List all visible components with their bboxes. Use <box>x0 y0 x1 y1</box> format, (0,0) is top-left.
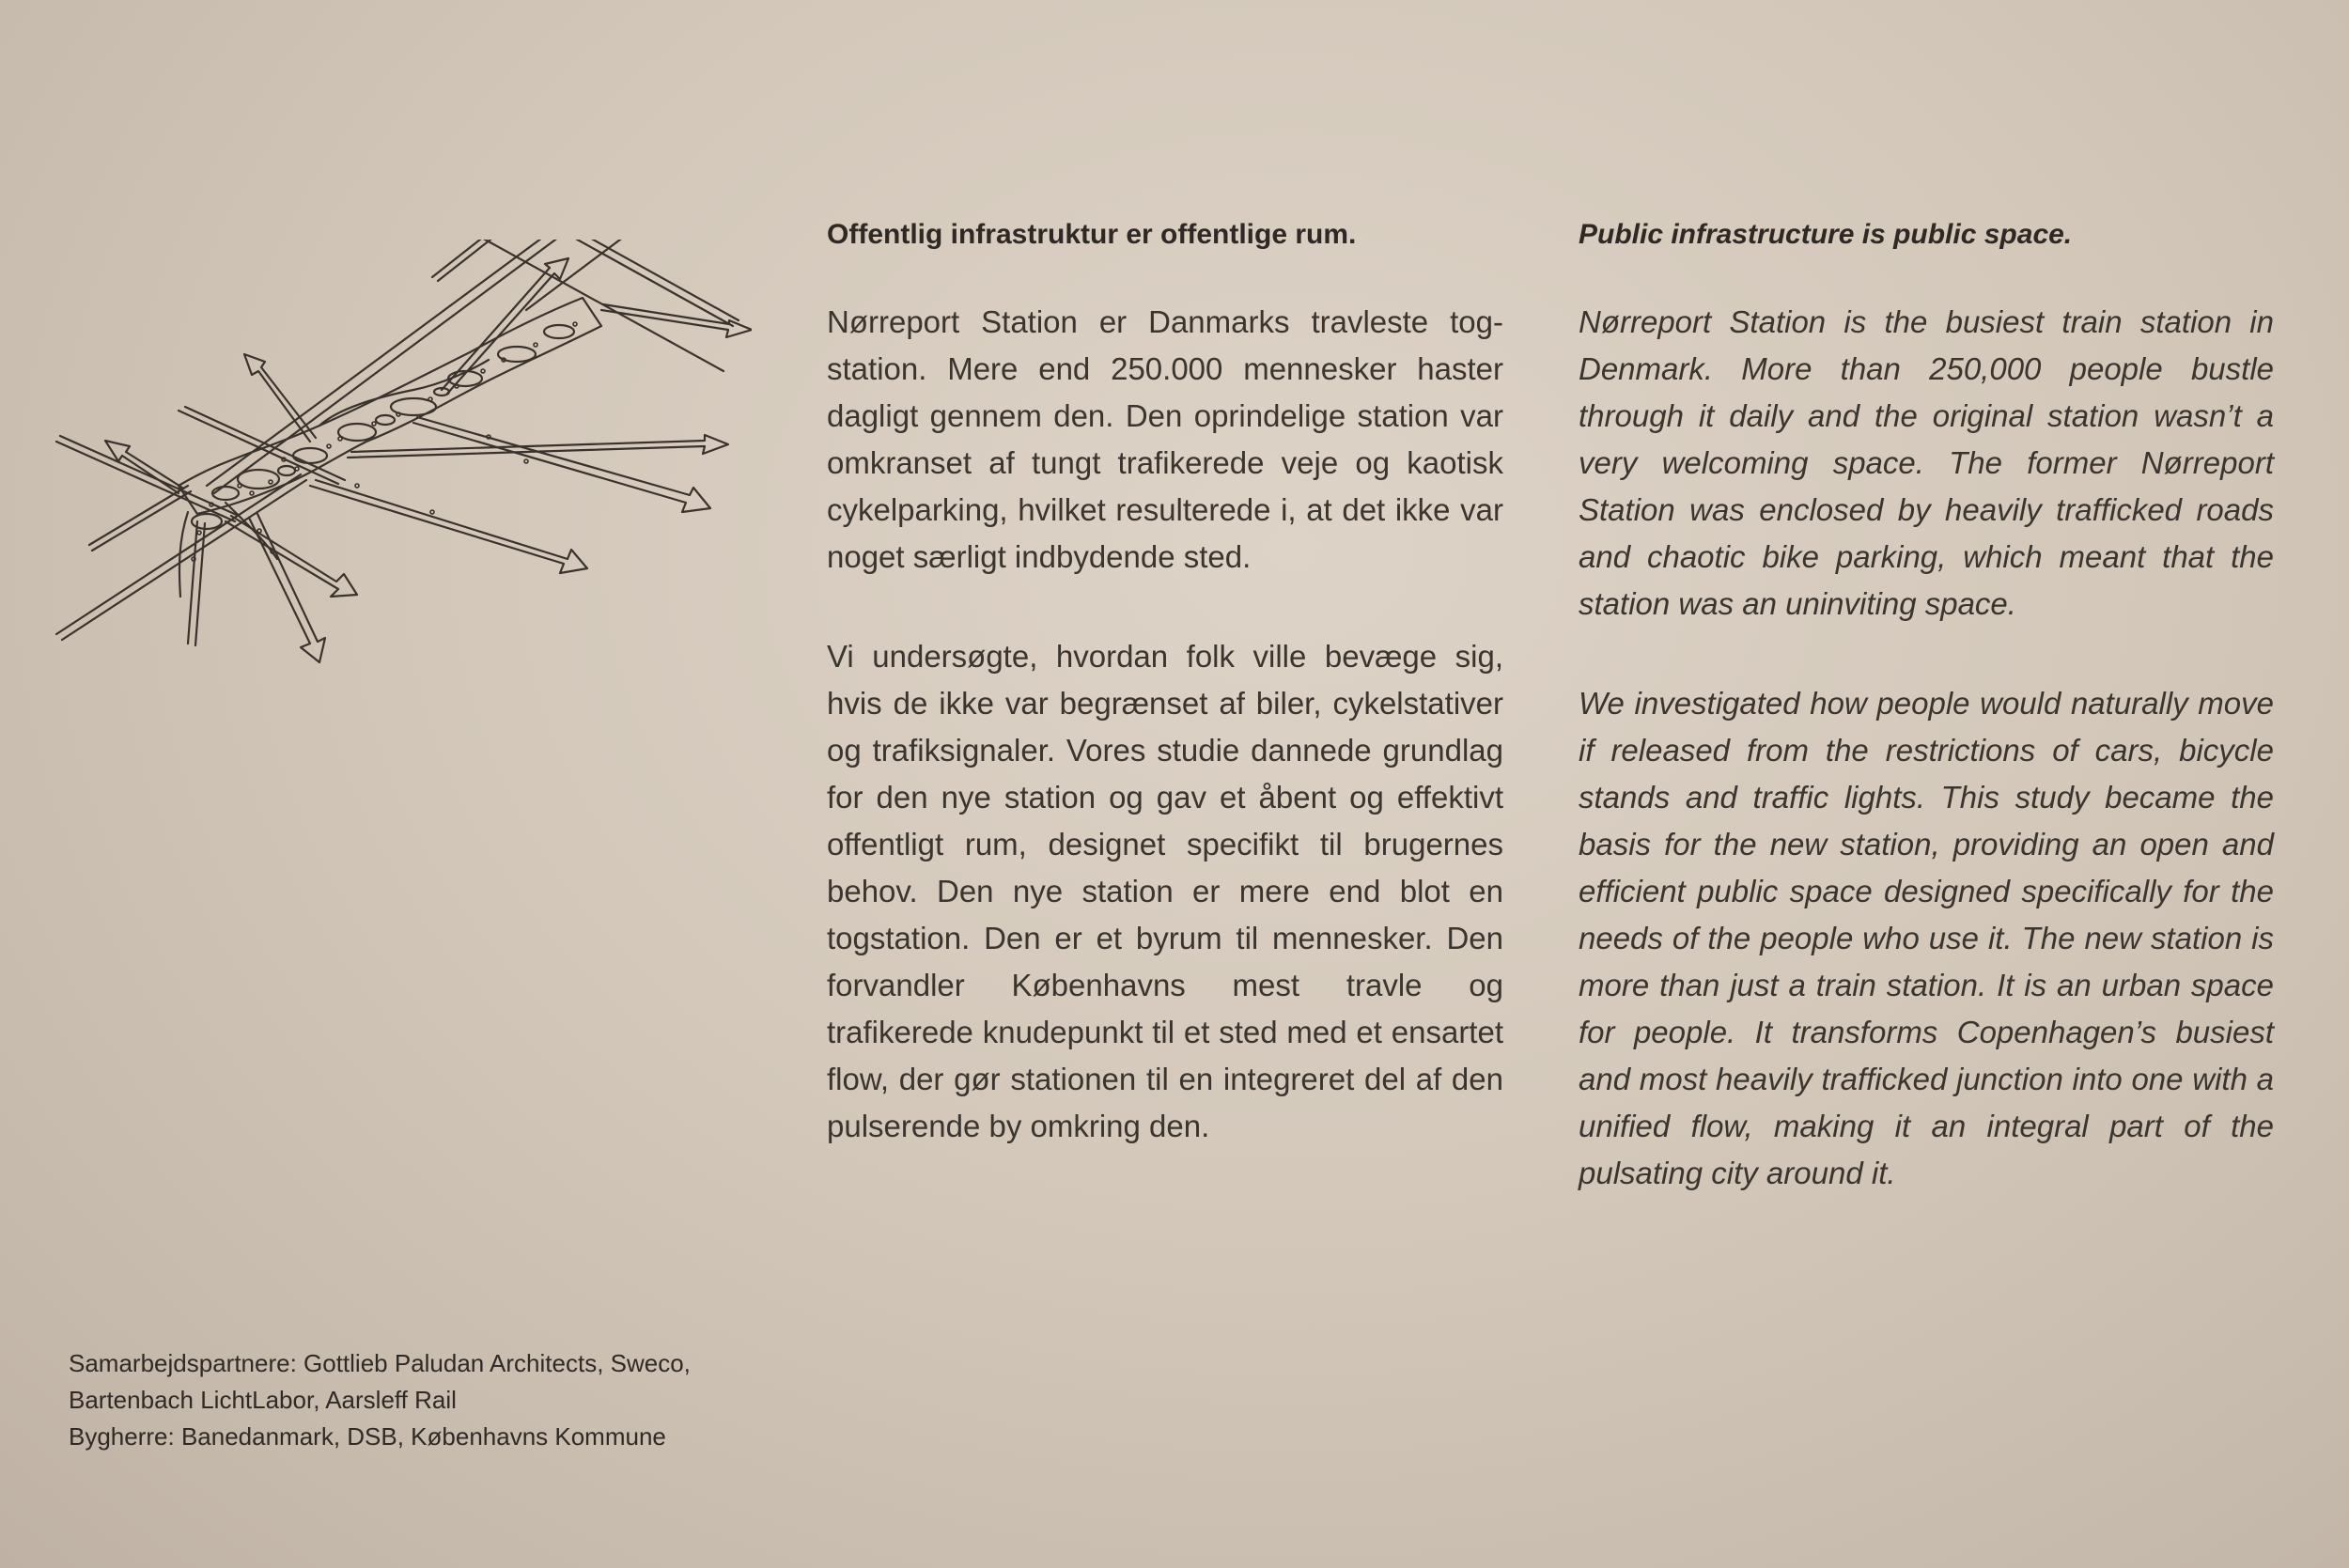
english-paragraph-2: We investigated how people would naturally move if released from the restrictions of cars, bicycle stands and traffic lights. This study became the basis for the new station, providing an open and efficient public space designed specifically for the needs of the people who use it. The new station is more than just a train station. It is an urban space for people. It transforms Copenhagen’s busiest and most heavily trafficked junction into one with a unified flow, making it an integral part of the pulsating city around it. <box>1579 686 2274 1190</box>
flow-network <box>179 298 601 597</box>
english-text-column <box>1579 216 2274 1250</box>
danish-paragraph-2: Vi undersøgte, hvordan folk ville bevæge sig, hvis de ikke var begrænset af biler, cykelstativer og trafiksignaler. Vores studie dannede grundlag for den nye station og gav et åbent og effektivt offentligt rum, designet specifikt til brugernes behov. Den nye station er mere end blot en togstation. Den er et byrum til mennesker. Den forvandler Københavns mest travle og trafikerede knudepunkt til et sted med et ensartet flow, der gør stationen til en integreret del af den pulserende by omkring den. <box>827 639 1503 1143</box>
english-paragraph-1: Nørreport Station is the busiest train station in Denmark. More than 250,000 people bustle through it daily and the original station wasn’t a very welcoming space. The former Nørreport Station was enclosed by heavily trafficked roads and chaotic bike parking, which meant that the station was an uninviting space. <box>1579 304 2274 621</box>
flow-arrows <box>105 258 752 662</box>
credits-client-line: Bygherre: Banedanmark, DSB, Københavns Kommune <box>69 1422 666 1451</box>
credits-partners-line-1: Samarbejdspartnere: Gottlieb Paludan Architects, Sweco, <box>69 1349 691 1377</box>
english-heading: Public infrastructure is public space. <box>1579 219 2073 250</box>
credits-block <box>69 1345 783 1455</box>
pedestrian-flow-diagram <box>38 240 752 700</box>
credits-partners-line-2: Bartenbach LichtLabor, Aarsleff Rail <box>69 1386 457 1414</box>
danish-text-column <box>827 216 1503 1203</box>
street-lines <box>56 240 739 640</box>
danish-heading: Offentlig infrastruktur er offentlige rum. <box>827 219 1357 250</box>
danish-paragraph-1: Nørreport Station er Danmarks travleste togstation. Mere end 250.000 mennesker haster dagligt gennem den. Den oprindelige station var omkranset af tungt trafikerede veje og kaotisk cykelparking, hvilket resulterede i, at det ikke var noget særligt indbydende sted. <box>827 304 1503 574</box>
